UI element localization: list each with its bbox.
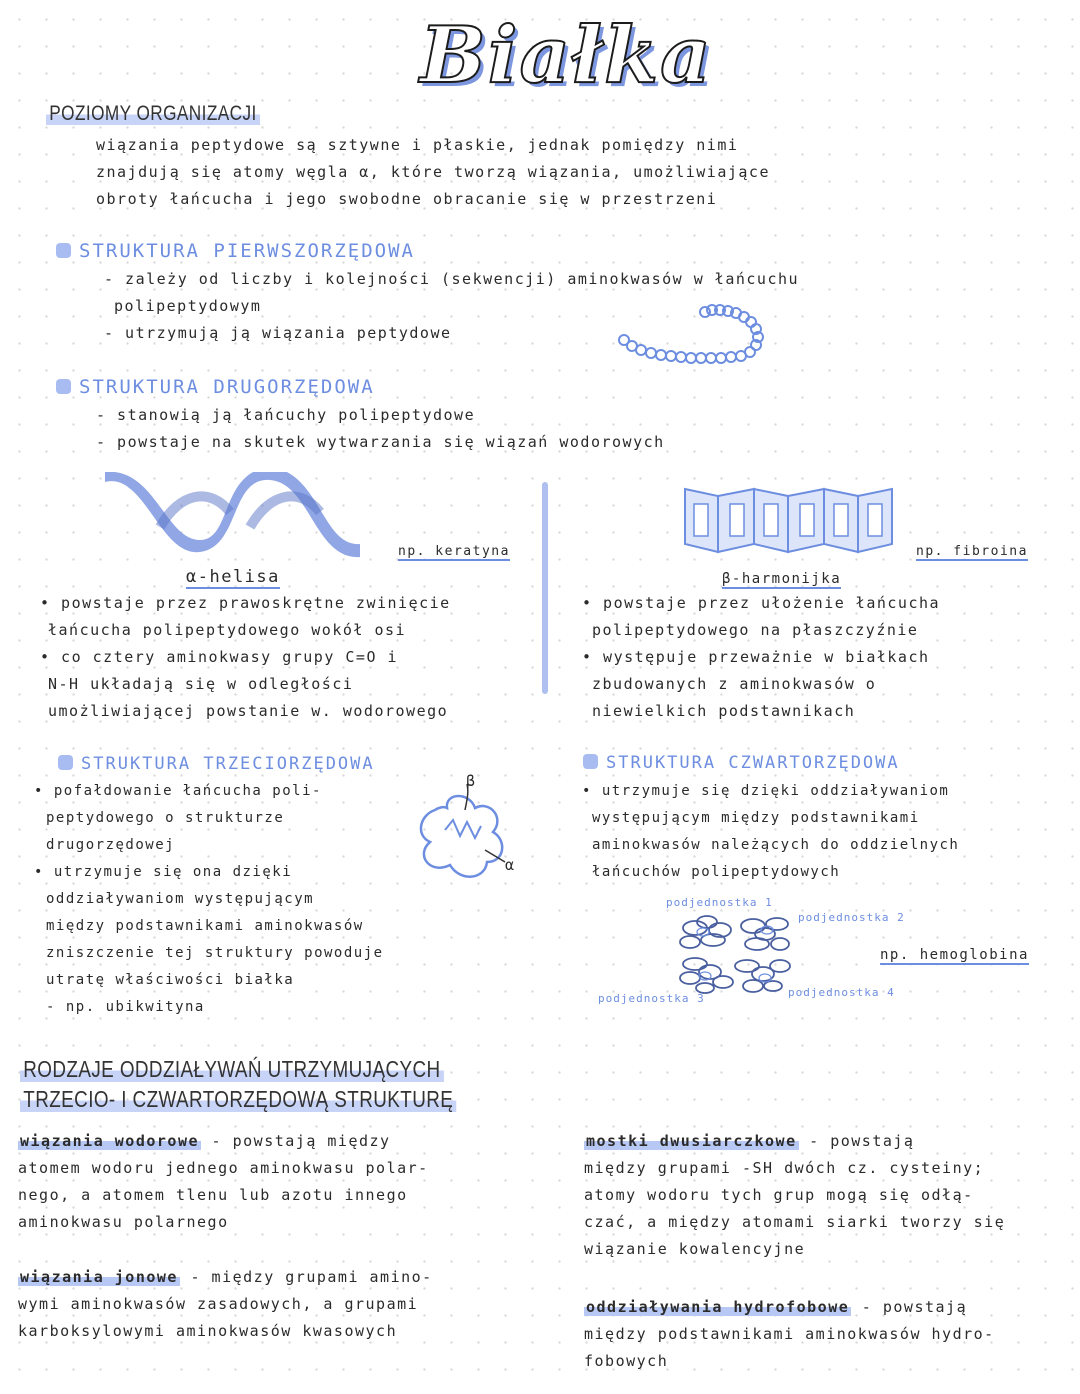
hydrogen-bonds-block: wiązania wodorowe - powstają między atomem wodoru jednego aminokwasu polar- nego, a atomem tlenu lub azotu innego aminokwasu polarnego xyxy=(18,1132,429,1231)
hemoglobin-example: np. hemoglobina xyxy=(880,947,1029,963)
bullet-square-icon xyxy=(583,754,598,769)
section-heading-interactions: RODZAJE ODDZIAŁYWAŃ UTRZYMUJĄCYCH TRZECIO- I CZWARTORZĘDOWĄ STRUKTURĘ xyxy=(20,1054,457,1114)
beta-sheet-icon xyxy=(682,484,897,556)
primary-structure-text: - zależy od liczby i kolejności (sekwencji) aminokwasów w łańcuchu polipeptydowym - utrzymują ją wiązania peptydowe xyxy=(104,270,800,342)
secondary-structure-heading: STRUKTURA DRUGORZĘDOWA xyxy=(56,374,375,400)
intro-paragraph: wiązania peptydowe są sztywne i płaskie, jednak pomiędzy nimi znajdują się atomy węgla α, które tworzą wiązania, umożliwiające obroty łańcucha i jego swobodne obracanie się w przestrzeni xyxy=(96,136,770,208)
alpha-label: α xyxy=(505,856,516,874)
sheet-label: β-harmonijka xyxy=(722,571,842,587)
subunit-4-label: podjednostka 4 xyxy=(788,986,895,999)
subunit-2-label: podjednostka 2 xyxy=(798,911,905,924)
sheet-example: np. fibroina xyxy=(916,544,1028,559)
hydrophobic-block: oddziaływania hydrofobowe - powstają między podstawnikami aminokwasów hydro- fobowych xyxy=(584,1298,995,1370)
quaternary-structure-text: • utrzymuje się dzięki oddziaływaniom występującym między podstawnikami aminokwasów należących do oddzielnych łańcuchów polipeptydowych xyxy=(582,783,960,880)
column-divider xyxy=(542,482,548,694)
helix-example: np. keratyna xyxy=(398,544,510,559)
subunit-3-label: podjednostka 3 xyxy=(598,992,705,1005)
amino-acid-chain-icon xyxy=(610,300,775,375)
subunit-1-label: podjednostka 1 xyxy=(666,896,773,909)
ionic-bonds-term: wiązania jonowe xyxy=(20,1268,178,1286)
ionic-bonds-block: wiązania jonowe - między grupami amino- wymi aminokwasów zasadowych, a grupami karboksylowymi aminokwasów kwasowych xyxy=(18,1268,433,1340)
hydrogen-bonds-term: wiązania wodorowe xyxy=(20,1132,200,1150)
sheet-description: • powstaje przez ułożenie łańcucha polipeptydowego na płaszczyźnie • występuje przeważnie w białkach zbudowanych z aminokwasów o niewielkich podstawnikach xyxy=(582,594,941,720)
bullet-square-icon xyxy=(58,755,73,770)
primary-structure-heading: STRUKTURA PIERWSZORZĘDOWA xyxy=(56,238,415,264)
beta-label: β xyxy=(466,772,477,790)
section-heading-levels: POZIOMY ORGANIZACJI xyxy=(46,101,260,127)
disulfide-bridges-block: mostki dwusiarczkowe - powstają między grupami -SH dwóch cz. cysteiny; atomy wodoru tych grup mogą się odłą- czać, a między atomami siarki tworzy się wiązanie kowalencyjne xyxy=(584,1132,1006,1258)
tertiary-structure-text: • pofałdowanie łańcucha poli- peptydowego o strukturze drugorzędowej • utrzymuje się ona dzięki oddziaływaniom występującym między podstawnikami aminokwasów zniszczenie tej struktury powoduje utratę właściwości białka - np. ubikwityna xyxy=(34,783,384,1015)
page-title: Białka xyxy=(420,10,713,101)
alpha-helix-icon xyxy=(100,472,365,567)
bullet-square-icon xyxy=(56,379,71,394)
helix-description: • powstaje przez prawoskrętne zwinięcie łańcucha polipeptydowego wokół osi • co cztery aminokwasy grupy C=O i N-H układają się w odległości umożliwiającej powstanie w. wodorowego xyxy=(40,594,451,720)
disulfide-term: mostki dwusiarczkowe xyxy=(586,1132,797,1150)
secondary-structure-text: - stanowią ją łańcuchy polipeptydowe - powstaje na skutek wytwarzania się wiązań wodorowych xyxy=(96,406,665,451)
bullet-square-icon xyxy=(56,243,71,258)
hydrophobic-term: oddziaływania hydrofobowe xyxy=(586,1298,850,1316)
tertiary-structure-heading: STRUKTURA TRZECIORZĘDOWA xyxy=(58,751,375,777)
hemoglobin-subunits-icon xyxy=(665,900,805,1000)
quaternary-structure-heading: STRUKTURA CZWARTORZĘDOWA xyxy=(583,750,900,776)
helix-label: α-helisa xyxy=(186,567,280,587)
